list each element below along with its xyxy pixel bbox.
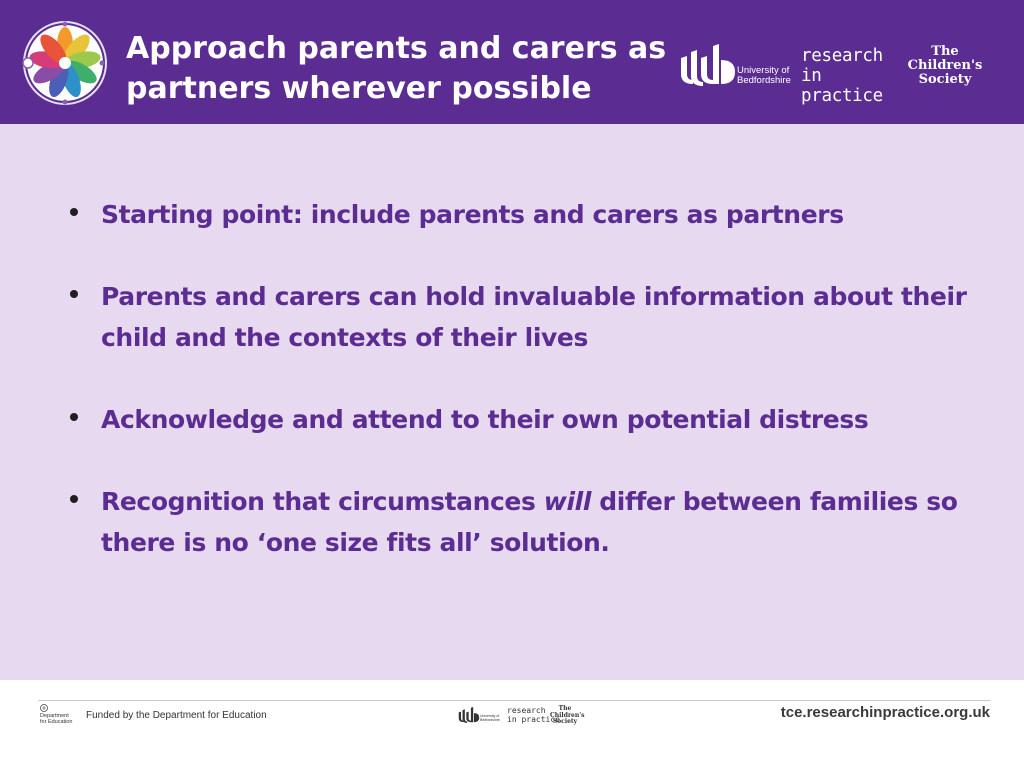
header-band — [0, 0, 1024, 124]
footer — [0, 680, 1024, 768]
bullet-item — [70, 399, 970, 440]
university-of-bedfordshire-logo — [679, 42, 799, 88]
bullet-text: Acknowledge and attend to their own potential distress — [101, 405, 869, 434]
university-mark-icon — [679, 44, 737, 86]
colour-wheel-logo — [22, 20, 108, 106]
bullet-text — [101, 481, 970, 563]
department-for-education-logo — [38, 704, 78, 730]
bullet-dot-icon — [70, 208, 78, 216]
small-research-in-practice-logo: research in practice — [507, 706, 560, 724]
bullet-dot-icon — [70, 290, 78, 298]
footer-partner-logos — [458, 704, 588, 728]
bullet-text-end: differ between families so there is no ‘one size fits all’ solution. — [101, 487, 958, 557]
bullet-text: Parents and carers can hold invaluable information about their child and the contexts of their lives — [101, 282, 967, 352]
footer-divider — [38, 700, 990, 701]
university-mark-icon — [458, 706, 480, 724]
bullet-text: Starting point: include parents and carers as partners — [101, 200, 844, 229]
bullet-text-start: Recognition that circumstances — [101, 487, 544, 516]
bullet-dot-icon — [70, 413, 78, 421]
research-in-practice-logo: research in practice — [801, 46, 883, 106]
university-name: University of Bedfordshire — [737, 65, 791, 86]
bullet-item — [70, 481, 970, 563]
crest-icon — [40, 704, 48, 712]
bullet-item — [70, 194, 970, 235]
small-childrens-society-logo: The Children's Society — [550, 705, 585, 725]
website-url: tce.researchinpractice.org.uk — [780, 704, 990, 721]
bullet-item — [70, 276, 970, 358]
slide-title: Approach parents and carers as partners wherever possible — [126, 31, 667, 106]
small-university-name: University of Bedfordshire — [480, 714, 500, 722]
content-area — [0, 124, 1024, 680]
bullet-list — [70, 194, 970, 604]
bullet-dot-icon — [70, 495, 78, 503]
funded-by-text: Funded by the Department for Education — [86, 710, 267, 721]
childrens-society-logo: The Children's Society — [907, 44, 983, 87]
dfe-name: Department for Education — [40, 713, 73, 725]
bullet-emphasis: will — [543, 487, 591, 516]
